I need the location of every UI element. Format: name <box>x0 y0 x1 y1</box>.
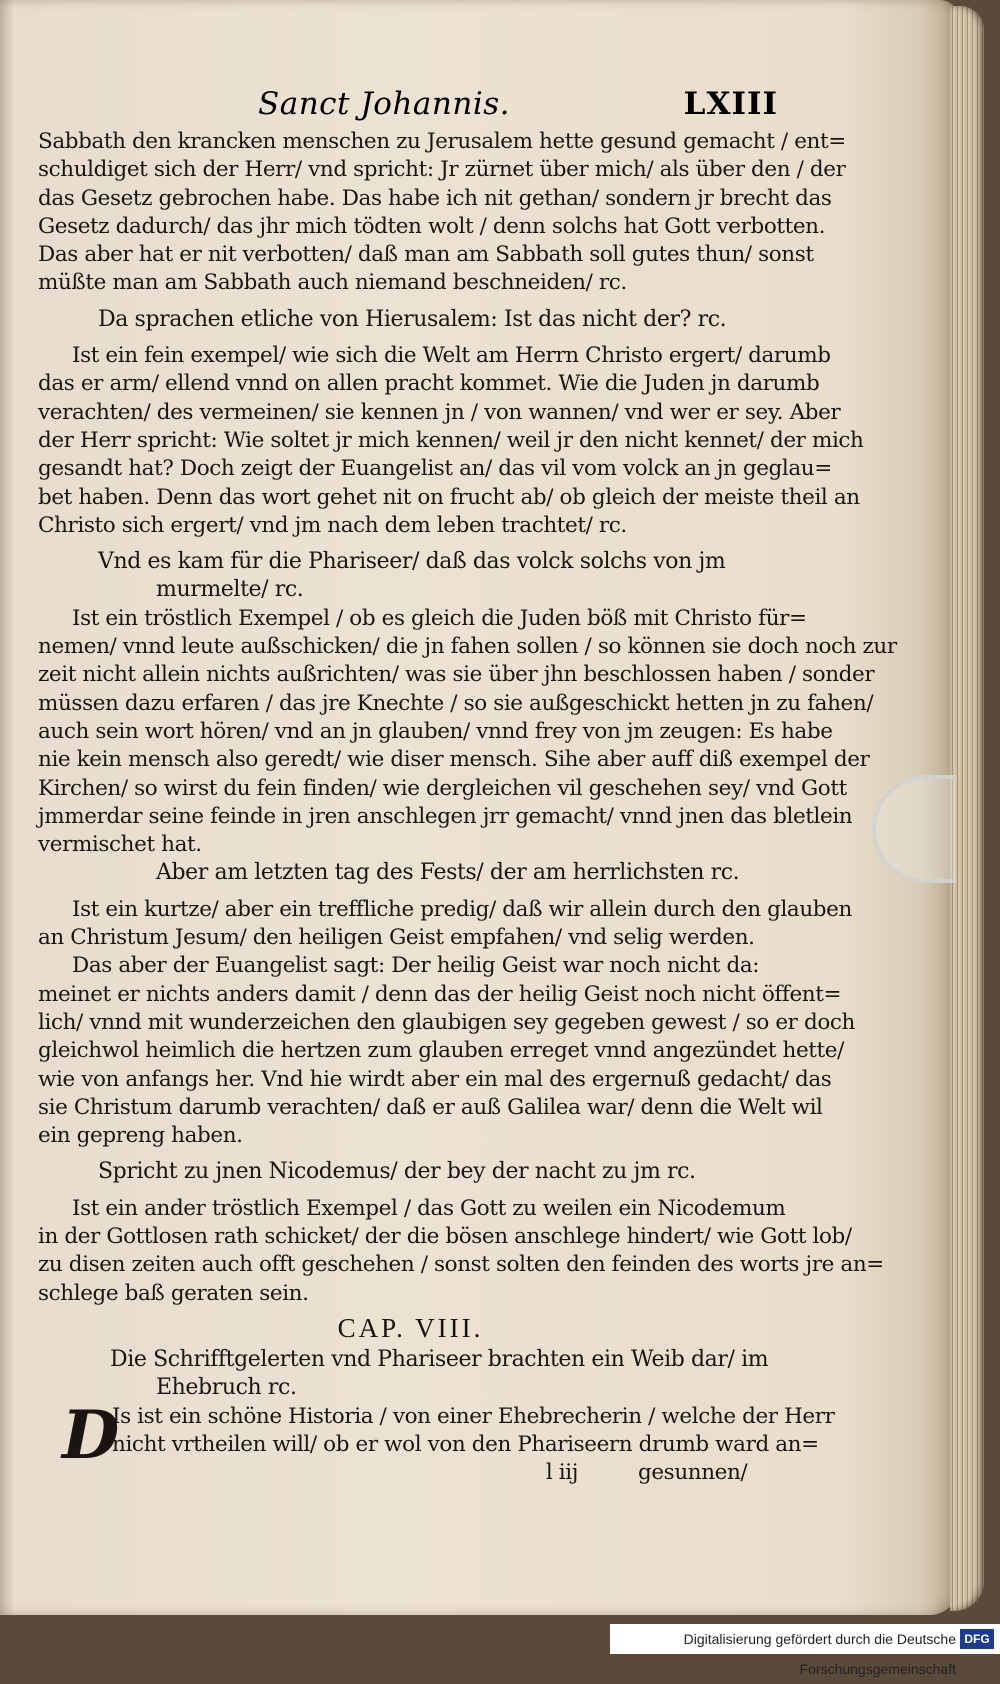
text-line: vermischet hat. <box>38 832 202 858</box>
text-line: müssen dazu erfaren / das jre Knechte / so sie außgeschickt hetten jn zu fahen/ <box>38 690 874 716</box>
folio-number: LXIII <box>683 86 778 122</box>
text-line: das Gesetz gebrochen habe. Das habe ich nit gethan/ sondern jr brecht das <box>38 185 832 211</box>
text-line: schuldiget sich der Herr/ vnd spricht: Jr zürnet über mich/ als über den / der <box>38 157 846 183</box>
text-line: nie kein mensch also geredt/ wie diser mensch. Sihe aber auff diß exempel der <box>38 747 870 773</box>
text-line: auch sein wort hören/ vnd an jn glauben/ vnnd frey von jm zeugen: Es habe <box>38 718 833 744</box>
signature-mark: l iij <box>545 1460 578 1486</box>
section-heading: Aber am letzten tag des Fests/ der am herrlichsten rc. <box>156 860 740 886</box>
text-line: Ist ein kurtze/ aber ein treffliche predig/ daß wir allein durch den glauben <box>72 896 852 922</box>
text-line: Ist ein ander tröstlich Exempel / das Gott zu weilen ein Nicodemum <box>72 1195 786 1221</box>
text-line: sie Christum darumb verachten/ daß er auß Galilea war/ denn die Welt wil <box>38 1094 823 1120</box>
section-heading: Die Schrifftgelerten vnd Phariseer brachten ein Weib dar/ im <box>110 1347 769 1373</box>
text-line: Ist ein fein exempel/ wie sich die Welt am Herrn Christo ergert/ darumb <box>72 343 831 369</box>
text-line: nicht vrtheilen will/ ob er wol von den Phariseern drumb ward an= <box>112 1432 819 1458</box>
text-line: zu disen zeiten auch offt geschehen / sonst solten den feinden des worts jre an= <box>38 1252 884 1278</box>
text-line: der Herr spricht: Wie soltet jr mich kennen/ weil jr den nicht kennet/ der mich <box>38 427 864 453</box>
page-text <box>38 128 897 1488</box>
text-line: Ist ein tröstlich Exempel / ob es gleich die Juden böß mit Christo für= <box>72 605 807 631</box>
text-line: an Christum Jesum/ den heiligen Geist empfahen/ vnd selig werden. <box>38 925 755 951</box>
text-line: Christo sich ergert/ vnd jm nach dem leben trachtet/ rc. <box>38 512 627 538</box>
text-line: müßte man am Sabbath auch niemand beschneiden/ rc. <box>38 270 627 296</box>
signature-line <box>38 1459 783 1487</box>
text-line: Sabbath den krancken menschen zu Jerusalem hette gesund gemacht / ent= <box>38 129 846 154</box>
text-line: gleichwol heimlich die hertzen zum glauben erreget vnnd angezündet hette/ <box>38 1038 844 1064</box>
text-line: das er arm/ ellend vnnd on allen pracht kommet. Wie die Juden jn darumb <box>38 371 820 397</box>
text-line: gesandt hat? Doch zeigt der Euangelist an/ das vil vom volck an jn geglau= <box>38 456 832 482</box>
text-line: nemen/ vnnd leute außschicken/ die jn fahen sollen / so können sie doch noch zur <box>38 634 897 660</box>
text-line: Kirchen/ so wirst du fein finden/ wie dergleichen vil geschehen sey/ vnd Gott <box>38 775 847 801</box>
section-heading: Da sprachen etliche von Hierusalem: Ist das nicht der? rc. <box>98 306 727 332</box>
text-line: Das aber der Euangelist sagt: Der heilig Geist war noch nicht da: <box>72 953 760 979</box>
text-line: wie von anfangs her. Vnd hie wirdt aber ein mal des ergernuß gedacht/ das <box>38 1066 832 1092</box>
text-line: Das aber hat er nit verbotten/ daß man am Sabbath soll gutes thun/ sonst <box>38 242 814 268</box>
running-header <box>258 86 778 128</box>
text-line: schlege baß geraten sein. <box>38 1280 309 1306</box>
digitization-footer <box>610 1624 1000 1677</box>
text-line: bet haben. Denn das wort gehet nit on frucht ab/ ob gleich der meiste theil an <box>38 484 860 510</box>
dfg-logo: DFG <box>960 1629 994 1649</box>
section-heading: Vnd es kam für die Phariseer/ daß das volck solchs von jm <box>98 549 726 575</box>
section-heading-cont: Ehebruch rc. <box>156 1375 297 1401</box>
section-heading-cont: murmelte/ rc. <box>156 577 304 603</box>
text-line: zeit nicht allein nichts außrichten/ was sie über jhn beschlossen haben / sonder <box>38 662 875 688</box>
text-line: Is ist ein schöne Historia / von einer Ehebrecherin / welche der Herr <box>112 1403 835 1429</box>
catchword: gesunnen/ <box>638 1460 748 1486</box>
drop-capital: D <box>62 1395 119 1474</box>
text-line: verachten/ des vermeinen/ sie kennen jn / von wannen/ vnd wer er sey. Aber <box>38 399 841 425</box>
text-line: Gesetz dadurch/ das jhr mich tödten wolt / denn solchs hat Gott verbotten. <box>38 213 826 239</box>
chapter-heading: CAP. VIII. <box>337 1312 484 1343</box>
text-line: lich/ vnnd mit wunderzeichen den glaubigen sey gegeben gewest / so er doch <box>38 1009 855 1035</box>
text-line: in der Gottlosen rath schicket/ der die bösen anschlege hindert/ wie Gott lob/ <box>38 1223 852 1249</box>
text-line: jmmerdar seine feinde in jren anschlegen jrr gemacht/ vnnd jnen das bletlein <box>38 803 853 829</box>
text-line: meinet er nichts anders damit / denn das der heilig Geist noch nicht öffent= <box>38 981 842 1007</box>
section-heading: Spricht zu jnen Nicodemus/ der bey der nacht zu jm rc. <box>98 1159 696 1185</box>
text-line: ein gepreng haben. <box>38 1123 243 1149</box>
running-title: Sanct Johannis. <box>258 86 511 122</box>
footer-text: Digitalisierung gefördert durch die Deutsche Forschungsgemeinschaft <box>683 1631 956 1677</box>
spine-shadow <box>0 0 14 1615</box>
